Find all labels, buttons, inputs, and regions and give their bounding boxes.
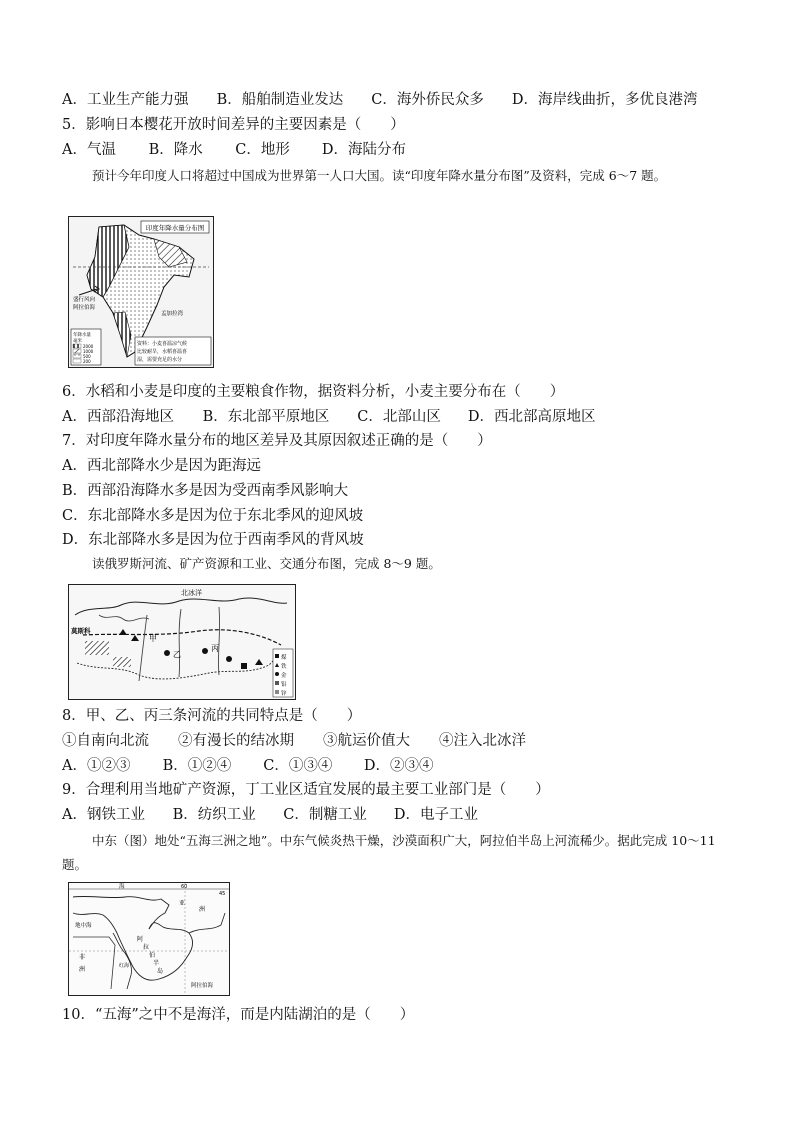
q6-stem: 6．水稻和小麦是印度的主要粮食作物，据资料分析，小麦主要分布在（ ） bbox=[62, 384, 565, 400]
q6-option-a[interactable]: A．西部沿海地区 bbox=[62, 409, 174, 425]
arabian-sea-label: 阿拉伯海 bbox=[191, 983, 214, 989]
arabia-label-1: 阿 bbox=[137, 936, 144, 943]
q5-option-d[interactable]: D．海陆分布 bbox=[321, 142, 406, 158]
legend-200: 200 bbox=[83, 359, 91, 364]
legend-coal: 煤 bbox=[281, 655, 287, 661]
legend-500: 500 bbox=[83, 354, 91, 359]
peninsula-label-2: 岛 bbox=[157, 968, 164, 975]
q9-option-b[interactable]: B．纺织工业 bbox=[172, 807, 256, 823]
q5-option-a[interactable]: A．气温 bbox=[62, 142, 116, 158]
legend-iron: 铁 bbox=[281, 664, 287, 670]
africa-label-2: 洲 bbox=[79, 966, 86, 973]
q8-option-d[interactable]: D．②③④ bbox=[363, 758, 434, 774]
q4-option-d[interactable]: D．海岸线曲折，多优良港湾 bbox=[511, 92, 698, 108]
middle-east-map bbox=[68, 882, 230, 996]
q8-option-b[interactable]: B．①②④ bbox=[162, 758, 232, 774]
q5-options bbox=[62, 140, 406, 160]
q6-option-d[interactable]: D．西北部高原地区 bbox=[467, 409, 596, 425]
q4-option-a[interactable]: A．工业生产能力强 bbox=[62, 92, 189, 108]
q8-option-c[interactable]: C．①③④ bbox=[263, 758, 333, 774]
q6-option-c[interactable]: C．北部山区 bbox=[357, 409, 441, 425]
intro-mideast: 中东（图）地处“五海三洲之地”。中东气候炎热干燥，沙漠面积广大，阿拉伯半岛上河流稀少。据此完成 10～11 题。 bbox=[62, 833, 716, 872]
wind-label: 盛行风向 bbox=[73, 297, 96, 303]
lat-45-label: 45 bbox=[219, 891, 226, 897]
q9-option-c[interactable]: C．制糖工业 bbox=[283, 807, 367, 823]
arctic-ocean-label: 北冰洋 bbox=[181, 589, 202, 597]
russia-map bbox=[68, 584, 296, 700]
river-jia-label: 甲 bbox=[149, 634, 157, 643]
arabian-sea-label: 阿拉伯海 bbox=[73, 305, 96, 311]
q5-option-b[interactable]: B．降水 bbox=[148, 142, 203, 158]
asia-label-2: 洲 bbox=[199, 906, 206, 913]
river-yi-label: 乙 bbox=[173, 650, 181, 659]
q8-stem: 8．甲、乙、丙三条河流的共同特点是（ ） bbox=[62, 708, 362, 724]
legend-2000: 2000 bbox=[83, 344, 94, 349]
africa-label-1: 非 bbox=[79, 954, 86, 961]
q4-options bbox=[62, 90, 697, 110]
peninsula-label-1: 半 bbox=[153, 960, 160, 967]
q4-option-c[interactable]: C．海外侨民众多 bbox=[371, 92, 484, 108]
q8-choices: ①自南向北流 ②有漫长的结冰期 ③航运价值大 ④注入北冰洋 bbox=[62, 733, 526, 749]
arabia-label-3: 伯 bbox=[149, 952, 156, 959]
bay-of-bengal-label: 孟加拉湾 bbox=[161, 311, 184, 317]
intro-india: 预计今年印度人口将超过中国成为世界第一人口大国。读“印度年降水量分布图”及资料，完成 6～7 题。 bbox=[92, 168, 667, 183]
q9-option-d[interactable]: D．电子工业 bbox=[393, 807, 478, 823]
legend-1000: 1000 bbox=[83, 349, 94, 354]
legend-zinc: 锌 bbox=[281, 691, 287, 697]
note-line-2: 比较耐旱，水稻喜温喜 bbox=[137, 349, 188, 355]
red-sea-label: 红海 bbox=[119, 963, 130, 969]
moscow-label: 莫斯科 bbox=[71, 627, 91, 635]
legend-title: 年降水量 bbox=[73, 333, 91, 338]
note-line-3: 湿，需要充足的水分 bbox=[137, 357, 183, 363]
q4-option-b[interactable]: B．船舶制造业发达 bbox=[216, 92, 344, 108]
q8-option-a[interactable]: A．①②③ bbox=[62, 758, 131, 774]
lon-60-label: 60 bbox=[181, 884, 188, 890]
q5-stem: 5．影响日本樱花开放时间差异的主要因素是（ ） bbox=[62, 117, 405, 133]
q9-stem: 9．合理利用当地矿产资源，丁工业区适宜发展的最主要工业部门是（ ） bbox=[62, 782, 550, 798]
river-bing-label: 丙 bbox=[211, 644, 219, 653]
legend-unit: 毫米 bbox=[73, 339, 82, 344]
q10-stem: 10．“五海”之中不是海洋，而是内陆湖泊的是（ ） bbox=[62, 1007, 415, 1023]
note-line-1: 资料：小麦喜温凉气候 bbox=[137, 341, 188, 347]
q7-stem: 7．对印度年降水量分布的地区差异及其原因叙述正确的是（ ） bbox=[62, 433, 492, 449]
mediterranean-label: 地中海 bbox=[75, 923, 92, 929]
q7-option-d[interactable]: D．东北部降水多是因为位于西南季风的背风坡 bbox=[62, 532, 364, 548]
sea-label-top: 海 bbox=[119, 884, 125, 890]
q6-options bbox=[62, 407, 595, 427]
arabia-label-2: 拉 bbox=[143, 944, 150, 951]
q7-option-c[interactable]: C．东北部降水多是因为位于东北季风的迎风坡 bbox=[62, 508, 364, 524]
india-map-title: 印度年降水量分布图 bbox=[145, 224, 205, 232]
q9-option-a[interactable]: A．钢铁工业 bbox=[62, 807, 145, 823]
asia-label-1: 亚 bbox=[179, 900, 186, 907]
legend-gold: 金 bbox=[281, 673, 287, 679]
q7-option-a[interactable]: A．西北部降水少是因为距海远 bbox=[62, 458, 261, 474]
q7-option-b[interactable]: B．西部沿海降水多是因为受西南季风影响大 bbox=[62, 483, 349, 499]
india-rainfall-map bbox=[68, 216, 214, 368]
q6-option-b[interactable]: B．东北部平原地区 bbox=[202, 409, 330, 425]
legend-aluminum: 铝 bbox=[281, 682, 287, 688]
q8-options bbox=[62, 756, 433, 776]
q9-options bbox=[62, 805, 478, 825]
q5-option-c[interactable]: C．地形 bbox=[235, 142, 290, 158]
intro-russia: 读俄罗斯河流、矿产资源和工业、交通分布图，完成 8～9 题。 bbox=[92, 556, 441, 571]
